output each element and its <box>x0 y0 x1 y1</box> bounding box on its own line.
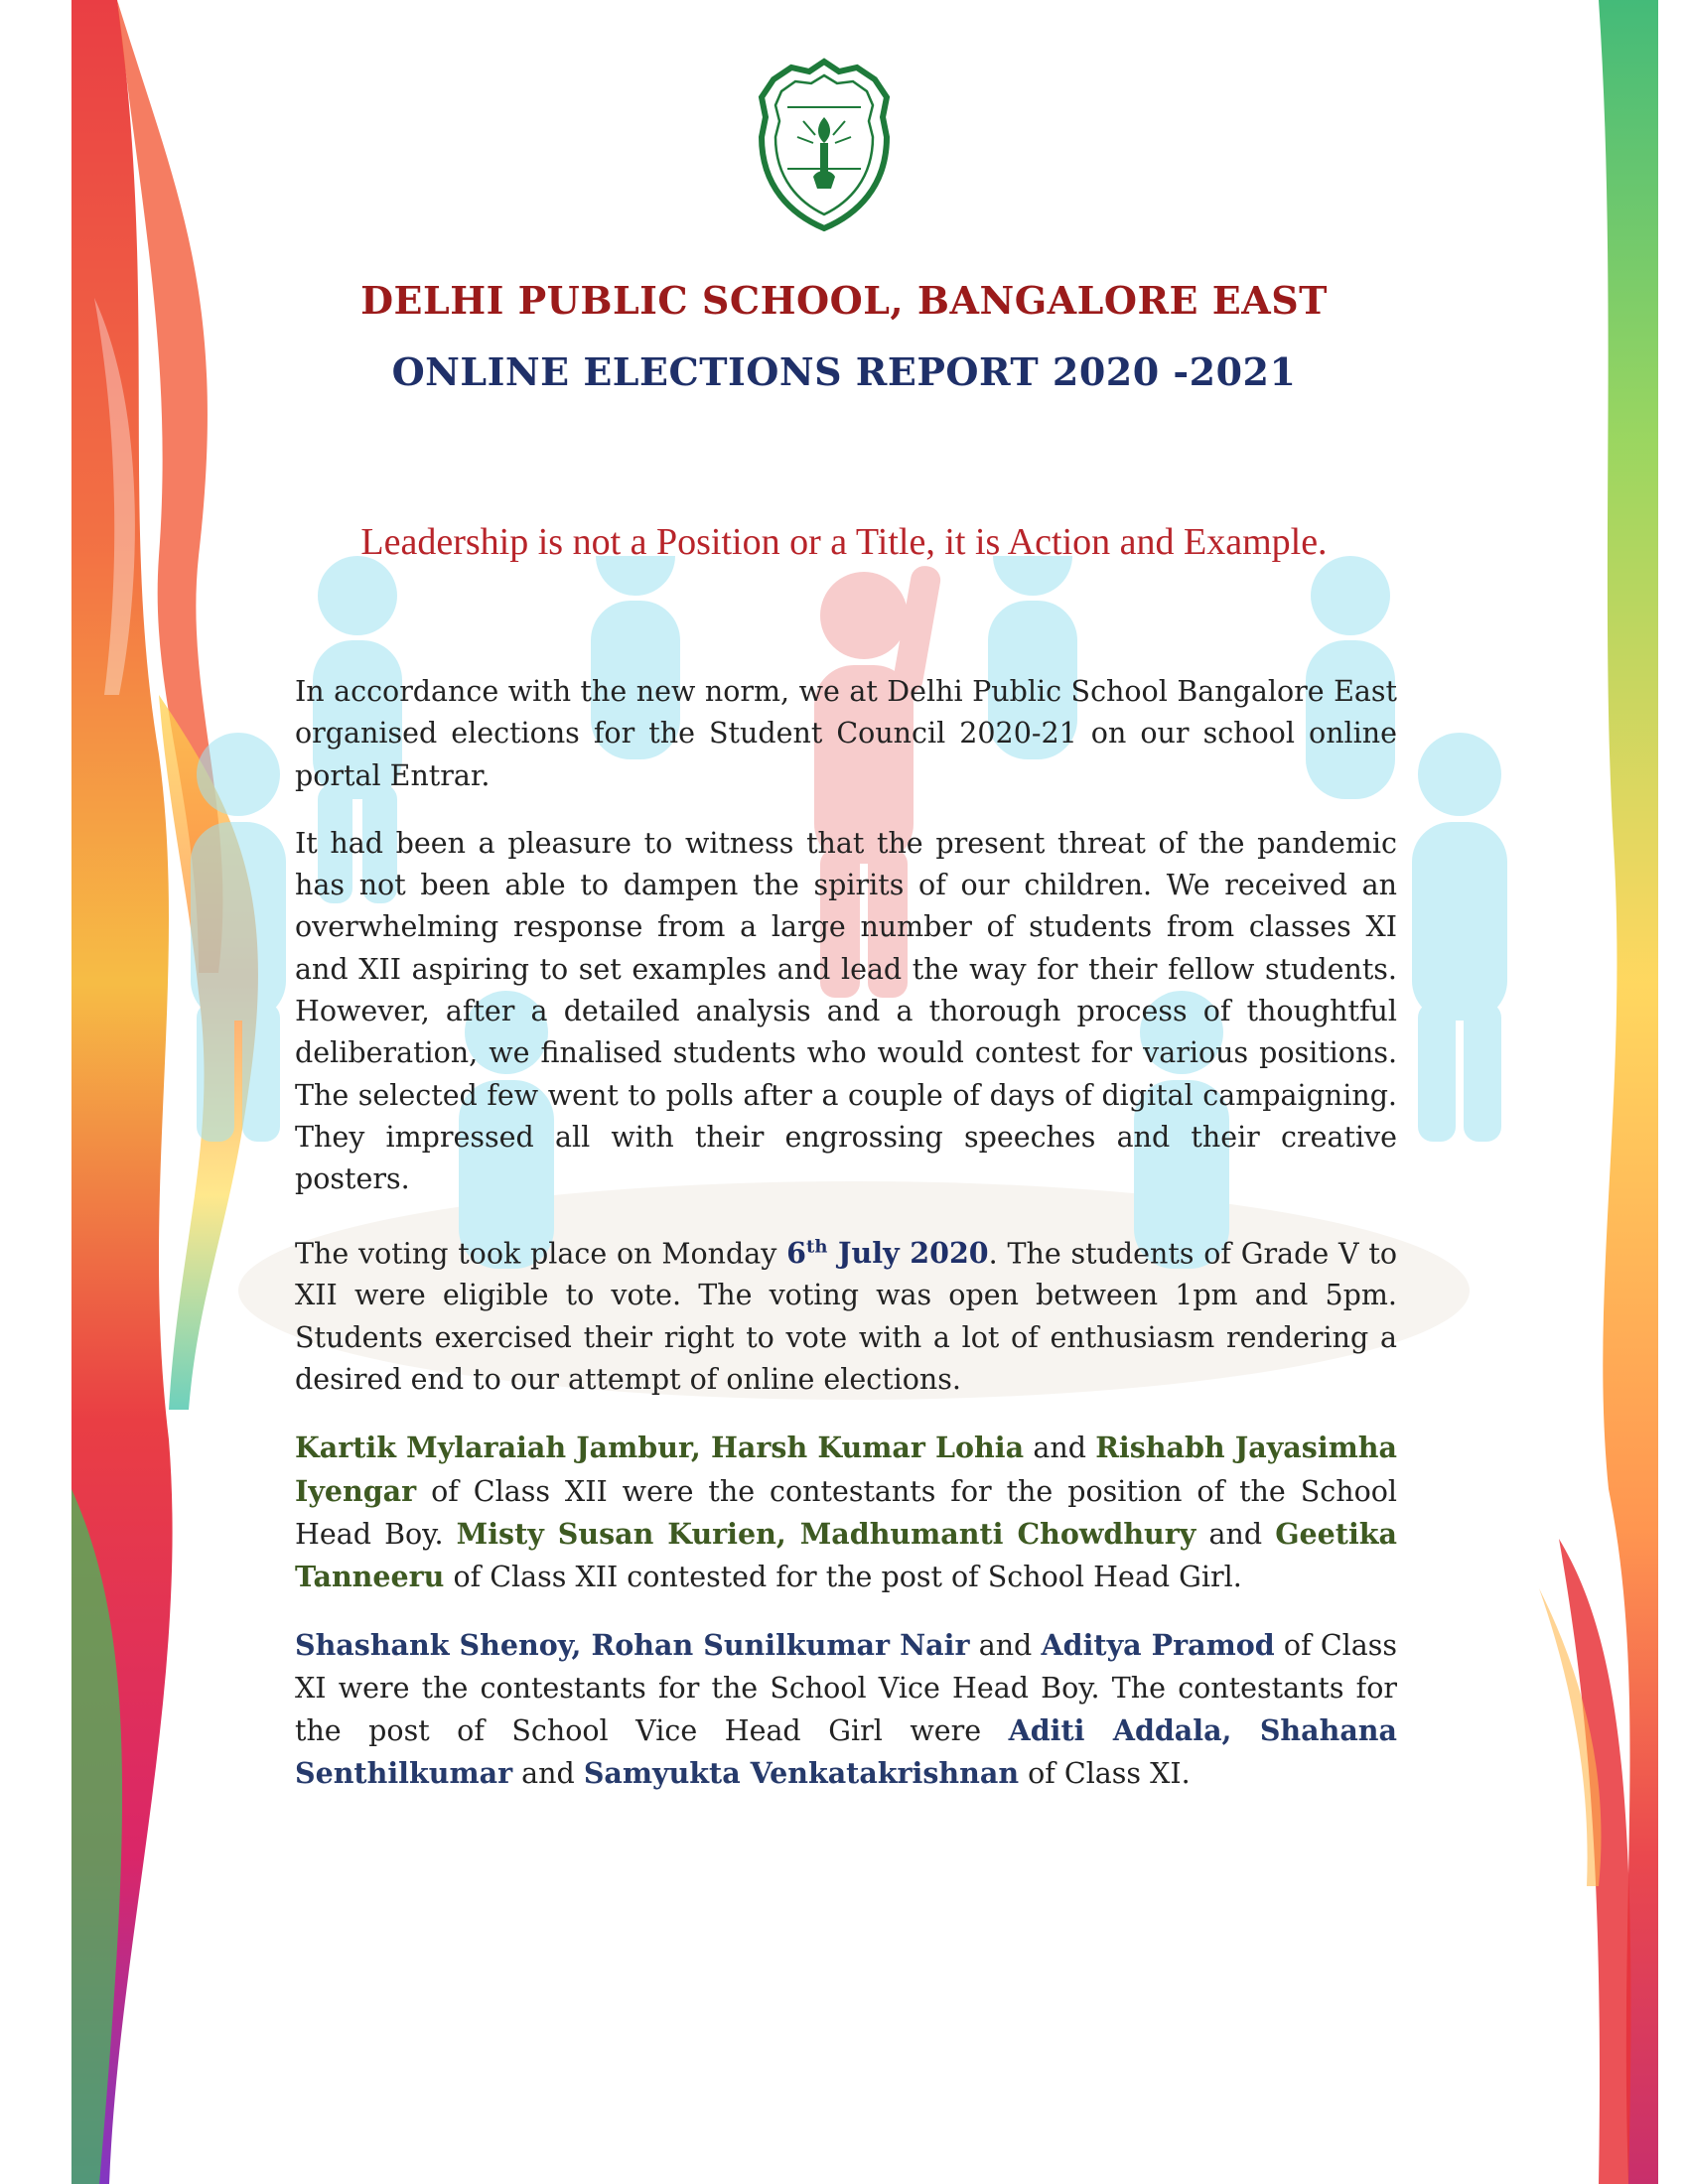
school-name-heading: DELHI PUBLIC SCHOOL, BANGALORE EAST <box>360 278 1328 323</box>
paragraph-voting <box>295 1227 1397 1402</box>
contestant-name: Geetika Tanneeru <box>295 1516 1397 1594</box>
leadership-quote: Leadership is not a Position or a Title, it is Action and Example. <box>360 521 1328 563</box>
voting-date-month-year: July 2020 <box>827 1236 989 1271</box>
voting-text-after: . The students of Grade V to XII were eligible to vote. The voting was open between 1pm and 5pm. Students exercised their right to vote with a lot of enthusiasm rendering a desired end to our attempt of online elections. <box>295 1237 1398 1396</box>
contestant-name: Aditya Pramod <box>1041 1628 1275 1663</box>
voting-date-day: 6 <box>786 1236 806 1271</box>
contestant-name: Shashank Shenoy, Rohan Sunilkumar Nair <box>295 1628 970 1663</box>
paragraph-vice-head-contestants <box>295 1624 1397 1795</box>
name-separator: , <box>690 1431 711 1465</box>
paragraph-intro: In accordance with the new norm, we at Delhi Public School Bangalore East organised elections for the Student Council 2020-21 on our school online portal Entrar. <box>295 675 1397 792</box>
conjunction-text: and <box>1024 1432 1096 1465</box>
voting-date <box>786 1236 988 1270</box>
contestant-name: Kartik Mylaraiah Jambur <box>295 1431 691 1465</box>
contestant-name: Aditi Addala, Shahana Senthilkumar <box>295 1713 1397 1791</box>
vice-head-text: of Class XI were the contestants for the School Vice Head Boy. The contestants for the post of School Vice Head Girl were <box>295 1629 1398 1748</box>
contestant-name: Samyukta Venkatakrishnan <box>583 1756 1020 1791</box>
contestant-name: Harsh Kumar Lohia <box>711 1431 1025 1465</box>
vice-head-girl-text: of Class XI. <box>1019 1757 1191 1791</box>
paragraph-head-contestants <box>295 1427 1397 1598</box>
conjunction-text: and <box>969 1629 1042 1663</box>
voting-date-suffix: th <box>806 1236 828 1258</box>
head-boy-text: of Class XII were the contestants for the position of the School Head Boy. <box>295 1474 1397 1551</box>
head-girl-text: of Class XII contested for the post of School Head Girl. <box>444 1561 1242 1594</box>
conjunction-text: and <box>512 1757 584 1791</box>
school-emblem-logo <box>758 58 891 232</box>
report-body <box>295 671 1397 1822</box>
conjunction-text: and <box>1196 1517 1276 1551</box>
paragraph-pandemic: It had been a pleasure to witness that the present threat of the pandemic has not been able to dampen the spirits of our children. We received an overwhelming response from a large number of students from classes XI and XII aspiring to set examples and lead the way for their fellow students. However, after a detailed analysis and a thorough process of thoughtful deliberation, we finalised students who would contest for various positions. The selected few went to polls after a couple of days of digital campaigning. They impressed all with their engrossing speeches and their creative posters. <box>295 826 1397 1196</box>
contestant-name: Misty Susan Kurien, Madhumanti Chowdhury <box>456 1516 1196 1551</box>
voting-text-before: The voting took place on Monday <box>295 1237 787 1271</box>
contestant-name: Rishabh Jayasimha Iyengar <box>295 1431 1397 1508</box>
report-title-heading: ONLINE ELECTIONS REPORT 2020 -2021 <box>391 349 1297 394</box>
